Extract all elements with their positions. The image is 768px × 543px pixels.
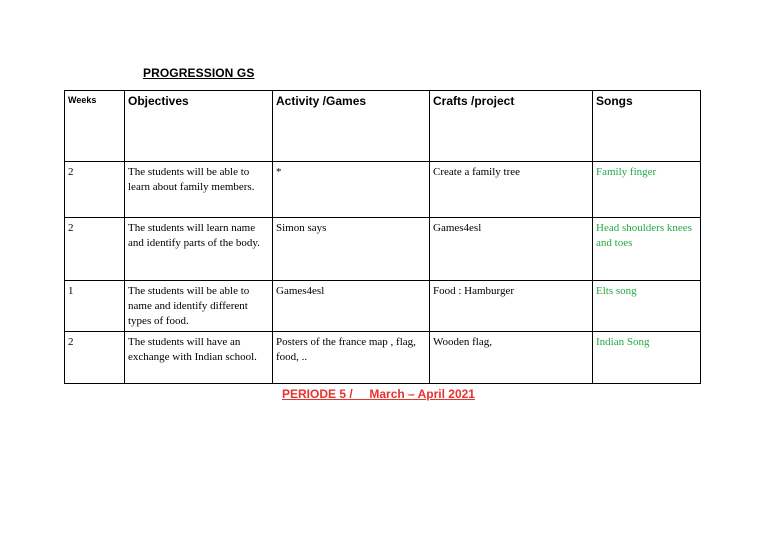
cell-activity: * [273,162,430,218]
cell-songs: Family finger [593,162,701,218]
table-row [65,281,701,332]
cell-songs: Elts song [593,281,701,332]
period-footer: PERIODE 5 / March – April 2021 [282,387,475,401]
cell-activity: Simon says [273,218,430,281]
cell-activity: Posters of the france map , flag, food, .. [273,332,430,384]
cell-activity: Games4esl [273,281,430,332]
cell-crafts: Create a family tree [430,162,593,218]
cell-weeks: 1 [65,281,125,332]
header-songs: Songs [593,91,701,162]
cell-weeks: 2 [65,218,125,281]
header-crafts: Crafts /project [430,91,593,162]
table-row [65,162,701,218]
table-row [65,332,701,384]
cell-weeks: 2 [65,162,125,218]
cell-crafts: Games4esl [430,218,593,281]
cell-objectives: The students will be able to name and identify different types of food. [125,281,273,332]
cell-crafts: Wooden flag, [430,332,593,384]
cell-songs: Head shoulders knees and toes [593,218,701,281]
cell-crafts: Food : Hamburger [430,281,593,332]
header-objectives: Objectives [125,91,273,162]
table-row [65,218,701,281]
page-title: PROGRESSION GS [143,66,255,80]
progression-table [64,90,701,384]
cell-weeks: 2 [65,332,125,384]
cell-objectives: The students will be able to learn about family members. [125,162,273,218]
header-weeks: Weeks [65,91,125,162]
table-header-row [65,91,701,162]
cell-objectives: The students will have an exchange with Indian school. [125,332,273,384]
cell-objectives: The students will learn name and identify parts of the body. [125,218,273,281]
cell-songs: Indian Song [593,332,701,384]
header-activity: Activity /Games [273,91,430,162]
